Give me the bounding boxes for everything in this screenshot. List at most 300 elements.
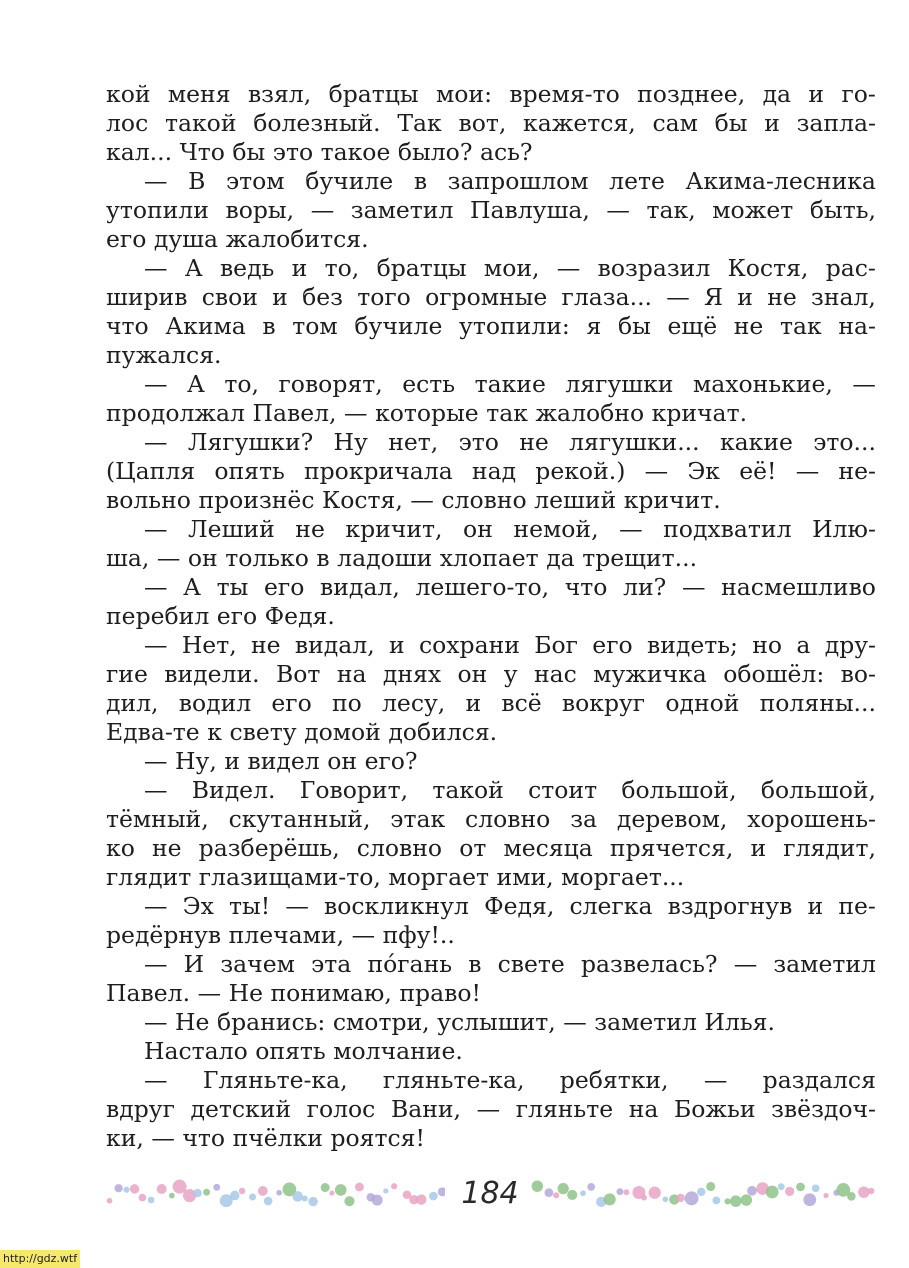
decorative-dot <box>292 1191 302 1201</box>
word: свете <box>497 950 565 978</box>
word: Эк <box>687 457 720 485</box>
word: прокричала <box>303 457 453 485</box>
word: какие <box>719 428 793 456</box>
word: Не <box>228 979 263 1007</box>
word: нет, <box>388 428 439 456</box>
word: — <box>703 1066 728 1094</box>
word: вольно <box>106 486 191 514</box>
word: гие <box>106 660 148 688</box>
word: слегка <box>569 892 653 920</box>
word: кричат. <box>651 399 748 427</box>
word: пóгань <box>367 950 453 978</box>
word: скутанный, <box>228 805 371 833</box>
word: Ну, <box>175 747 217 775</box>
decorative-dot <box>741 1194 752 1205</box>
word: вздрогнув <box>667 892 793 920</box>
word: взял, <box>247 80 312 108</box>
word: вдруг <box>106 1095 175 1123</box>
word: — <box>144 428 168 456</box>
word: продолжал <box>106 399 245 427</box>
text-line <box>106 196 876 225</box>
decorative-dot <box>169 1193 175 1199</box>
text-line <box>106 138 876 167</box>
word: так, <box>646 196 696 224</box>
word: (Цапля <box>106 457 196 485</box>
word: кой <box>106 80 151 108</box>
word: немой, <box>513 515 599 543</box>
text-line <box>106 399 876 428</box>
word: и <box>272 283 288 311</box>
word: и <box>808 80 825 108</box>
word: Вот <box>276 660 321 688</box>
word: не <box>767 283 797 311</box>
word: Леший <box>188 515 275 543</box>
decorative-dot <box>264 1197 273 1206</box>
decorative-dot <box>213 1184 220 1191</box>
word: — <box>285 892 309 920</box>
word: одной <box>665 689 740 717</box>
word: — <box>476 1095 501 1123</box>
word: воры, <box>225 196 295 224</box>
word: Федя, <box>484 892 555 920</box>
decorative-dot <box>335 1184 347 1196</box>
decorative-dot <box>553 1192 559 1198</box>
word: месяца <box>503 834 593 862</box>
word: гляньте-ка, <box>382 1066 525 1094</box>
decorative-dot <box>321 1183 330 1192</box>
word: свои <box>201 283 258 311</box>
decorative-dot <box>847 1192 856 1201</box>
word: гляньте <box>515 1095 614 1123</box>
word: видеть; <box>646 631 738 659</box>
word: у <box>503 660 518 688</box>
text-line <box>106 1066 876 1095</box>
word: бранись: <box>216 1008 326 1036</box>
word: нас <box>533 660 577 688</box>
word: ребятки, <box>559 1066 669 1094</box>
word: голос <box>306 1095 376 1123</box>
word: запла- <box>796 109 876 137</box>
word: перебил <box>106 602 210 630</box>
word: не <box>251 631 281 659</box>
text-line <box>106 602 876 631</box>
text-line <box>106 660 876 689</box>
word: А <box>187 370 205 398</box>
word: сам <box>652 109 698 137</box>
decorative-dot <box>532 1181 543 1192</box>
word: — <box>410 486 434 514</box>
word: бучиле <box>305 167 394 195</box>
decorative-dot <box>868 1188 874 1194</box>
word: по <box>331 689 362 717</box>
word: что <box>106 312 149 340</box>
word: — <box>144 747 168 775</box>
word: не- <box>838 457 876 485</box>
decorative-dot <box>329 1190 334 1195</box>
word: свету <box>229 718 297 746</box>
word: видал, <box>320 573 400 601</box>
decorative-dot <box>391 1183 397 1189</box>
word: леший <box>534 486 617 514</box>
word: и <box>465 689 482 717</box>
word: воскликнул <box>324 892 469 920</box>
word: — <box>144 1066 168 1094</box>
word: большой, <box>621 776 737 804</box>
word: да <box>762 80 792 108</box>
word: во- <box>840 660 876 688</box>
word: Костя, <box>322 486 403 514</box>
word: над <box>471 457 517 485</box>
word: душа <box>153 225 219 253</box>
decorative-dot <box>114 1184 122 1192</box>
word: к <box>207 718 222 746</box>
decorative-dot <box>778 1183 785 1190</box>
word: такие <box>474 370 546 398</box>
text-line <box>106 921 876 950</box>
word: деревом, <box>616 805 728 833</box>
word: жалобится. <box>225 225 369 253</box>
word: так <box>779 312 822 340</box>
word: на <box>336 660 367 688</box>
word: роятся! <box>330 1124 425 1152</box>
word: Говорит, <box>299 776 409 804</box>
word: Так <box>397 109 442 137</box>
word: не <box>295 515 325 543</box>
word: его <box>216 602 258 630</box>
word: это <box>458 428 499 456</box>
word: кричит, <box>345 515 443 543</box>
decorative-dot <box>567 1190 577 1200</box>
word: — <box>681 573 706 601</box>
word: пе- <box>838 892 876 920</box>
word: — <box>556 254 581 282</box>
word: но <box>752 631 783 659</box>
text-line <box>106 283 876 312</box>
text-line <box>106 254 876 283</box>
word: Илю- <box>812 515 876 543</box>
word: видал, <box>294 631 375 659</box>
text-line <box>106 834 876 863</box>
word: — <box>644 457 669 485</box>
decorative-dot <box>258 1186 268 1196</box>
word: Божьи <box>674 1095 756 1123</box>
word: днях <box>382 660 442 688</box>
word: Лягушки? <box>187 428 314 456</box>
word: дил, <box>106 689 159 717</box>
decorative-dot <box>858 1186 869 1197</box>
word: моргает... <box>561 863 685 891</box>
word: то, <box>224 370 259 398</box>
word: видели. <box>164 660 260 688</box>
page-footer <box>100 1172 875 1216</box>
word: звёздоч- <box>771 1095 876 1123</box>
word: — <box>344 399 368 427</box>
text-line <box>106 80 876 109</box>
word: подхватил <box>663 515 792 543</box>
word: ширив <box>106 283 188 311</box>
word: — <box>144 892 168 920</box>
decorative-dot <box>823 1193 828 1198</box>
word: смотри, <box>332 1008 430 1036</box>
word: домой <box>304 718 381 746</box>
decorative-dot <box>649 1187 661 1199</box>
word: словно <box>356 834 443 862</box>
word: кажется, <box>523 109 636 137</box>
word: так <box>486 399 528 427</box>
word: ки, <box>106 1124 144 1152</box>
word: и <box>291 254 308 282</box>
decorative-dot <box>685 1191 699 1205</box>
word: — <box>852 370 876 398</box>
word: Акима <box>165 312 246 340</box>
word: глаза... <box>561 283 653 311</box>
text-line <box>106 225 876 254</box>
word: словно <box>441 486 527 514</box>
word: Я <box>704 283 724 311</box>
word: А <box>184 254 203 282</box>
text-line <box>106 805 876 834</box>
word: есть <box>402 370 456 398</box>
word: прячется, <box>609 834 734 862</box>
word: Эх <box>182 892 214 920</box>
word: — <box>144 515 168 543</box>
word: насмешливо <box>721 573 876 601</box>
decorative-dot <box>230 1191 240 1201</box>
decorative-dot <box>249 1194 256 1201</box>
word: бы <box>714 109 748 137</box>
word: лос <box>106 109 149 137</box>
word: бы <box>232 138 266 166</box>
word: ими, <box>496 863 554 891</box>
word: его <box>264 573 305 601</box>
word: в <box>316 544 330 572</box>
word: Настало <box>144 1037 248 1065</box>
decorative-dot <box>416 1194 427 1205</box>
word: ко <box>106 834 135 862</box>
word: — <box>144 167 168 195</box>
word: не <box>733 312 764 340</box>
word: словно <box>465 805 551 833</box>
word: хорошень- <box>747 805 876 833</box>
word: глазищами-то, <box>198 863 381 891</box>
word: на <box>628 1095 659 1123</box>
text-line <box>106 428 876 457</box>
decorative-dots-right <box>530 1172 875 1216</box>
decorative-dot <box>107 1198 113 1204</box>
word: Что <box>179 138 225 166</box>
word: это... <box>813 428 876 456</box>
word: услышит, <box>437 1008 556 1036</box>
word: я <box>586 312 602 340</box>
word: в <box>262 312 276 340</box>
word: он <box>187 544 218 572</box>
word: разберёшь, <box>198 834 340 862</box>
decorative-dot <box>785 1187 794 1196</box>
word: — <box>606 196 630 224</box>
word: — <box>156 544 181 572</box>
word: позднее, <box>637 80 746 108</box>
text-line <box>106 109 876 138</box>
word: в <box>468 950 482 978</box>
decorative-dot <box>130 1184 139 1193</box>
word: мои: <box>436 80 493 108</box>
word: возразил <box>597 254 711 282</box>
decorative-dot <box>148 1197 155 1204</box>
word: братцы <box>376 254 467 282</box>
word: это <box>272 138 314 166</box>
text-line <box>106 370 876 399</box>
word: развелась? <box>581 950 718 978</box>
word: его? <box>364 747 418 775</box>
word: её! <box>739 457 777 485</box>
text-line <box>106 631 876 660</box>
word: лешего-то, <box>415 573 550 601</box>
word: тёмный, <box>106 805 209 833</box>
word: моргает <box>388 863 490 891</box>
text-line <box>106 515 876 544</box>
word: — <box>666 283 690 311</box>
decorative-dot <box>355 1183 364 1192</box>
word: Гляньте-ка, <box>202 1066 348 1094</box>
word: от <box>459 834 487 862</box>
word: — <box>144 950 168 978</box>
word: братцы <box>328 80 419 108</box>
decorative-dot <box>193 1189 201 1197</box>
word: понимаю, <box>270 979 392 1007</box>
word: вокруг <box>561 689 646 717</box>
word: Павел, <box>252 399 337 427</box>
word: то, <box>324 254 360 282</box>
word: его <box>106 225 147 253</box>
word: ведь <box>219 254 275 282</box>
watermark-link[interactable]: http://gdz.wtf <box>0 1250 80 1268</box>
word: мои, <box>483 254 540 282</box>
decorative-dot <box>747 1186 757 1196</box>
decorative-dot <box>429 1192 438 1201</box>
decorative-dot <box>697 1188 705 1196</box>
word: такое <box>320 138 391 166</box>
text-line <box>106 167 876 196</box>
decorative-dot <box>139 1194 147 1202</box>
word: рекой.) <box>535 457 626 485</box>
word: хлопает <box>439 544 539 572</box>
word: ша, <box>106 544 150 572</box>
text-line <box>106 457 876 486</box>
word: было? <box>397 138 473 166</box>
word: В <box>188 167 206 195</box>
word: и <box>750 834 767 862</box>
word: редёрнув <box>106 921 222 949</box>
word: раздался <box>762 1066 876 1094</box>
decorative-dot <box>641 1195 647 1201</box>
decorative-dot <box>438 1187 445 1196</box>
word: огромные <box>425 283 548 311</box>
decorative-dot <box>616 1188 623 1195</box>
word: лягушки <box>565 370 674 398</box>
word: в <box>413 167 428 195</box>
word: без <box>302 283 343 311</box>
word: пужался. <box>106 341 222 369</box>
word: детский <box>190 1095 292 1123</box>
word: обошёл: <box>723 660 825 688</box>
text-line <box>106 747 876 776</box>
word: Бог <box>534 631 578 659</box>
decorative-dot <box>587 1183 595 1191</box>
word: он <box>463 515 493 543</box>
word: может <box>712 196 794 224</box>
word: этак <box>390 805 446 833</box>
word: говорят, <box>278 370 383 398</box>
word: том <box>292 312 338 340</box>
word: — <box>144 631 168 659</box>
word: быть, <box>809 196 876 224</box>
word: утопили: <box>459 312 570 340</box>
word: которые <box>375 399 479 427</box>
word: — <box>619 515 643 543</box>
word: плечами, <box>228 921 345 949</box>
word: не <box>519 428 549 456</box>
word: того <box>357 283 411 311</box>
text-line <box>106 341 876 370</box>
word: всё <box>501 689 542 717</box>
word: водил <box>178 689 252 717</box>
word: что <box>564 573 608 601</box>
decorative-dot <box>803 1193 816 1206</box>
word: он <box>327 747 358 775</box>
decorative-dot <box>730 1195 741 1206</box>
word: такой <box>164 109 237 137</box>
decorative-dot <box>796 1183 805 1192</box>
word: лягушки... <box>569 428 700 456</box>
word: трещит... <box>582 544 698 572</box>
word: ли? <box>623 573 667 601</box>
word: вот, <box>458 109 507 137</box>
word: бучиле <box>354 312 443 340</box>
decorative-dot <box>157 1184 167 1194</box>
word: на- <box>838 312 876 340</box>
word: бы <box>617 312 651 340</box>
text-line <box>106 950 876 979</box>
decorative-dot <box>604 1193 616 1205</box>
word: опять <box>214 457 285 485</box>
text-line <box>106 486 876 515</box>
word: жалобно <box>535 399 645 427</box>
text-line <box>106 1008 876 1037</box>
word: он <box>457 660 488 688</box>
word: сохрани <box>418 631 520 659</box>
word: большой, <box>760 776 876 804</box>
decorative-dot <box>239 1188 245 1194</box>
decorative-dot <box>712 1196 720 1204</box>
word: а <box>796 631 811 659</box>
word: и <box>224 747 240 775</box>
word: лете <box>609 167 665 195</box>
word: кал... <box>106 138 173 166</box>
decorative-dot <box>372 1195 383 1206</box>
word: эта <box>311 950 352 978</box>
decorative-dot <box>545 1188 554 1197</box>
text-line <box>106 1124 876 1153</box>
word: — <box>144 254 168 282</box>
word: — <box>795 457 820 485</box>
text-line <box>106 312 876 341</box>
word: меня <box>167 80 231 108</box>
decorative-dot <box>663 1196 669 1202</box>
text-line <box>106 573 876 602</box>
text-line <box>106 689 876 718</box>
word: запрошлом <box>447 167 589 195</box>
word: ась? <box>479 138 533 166</box>
